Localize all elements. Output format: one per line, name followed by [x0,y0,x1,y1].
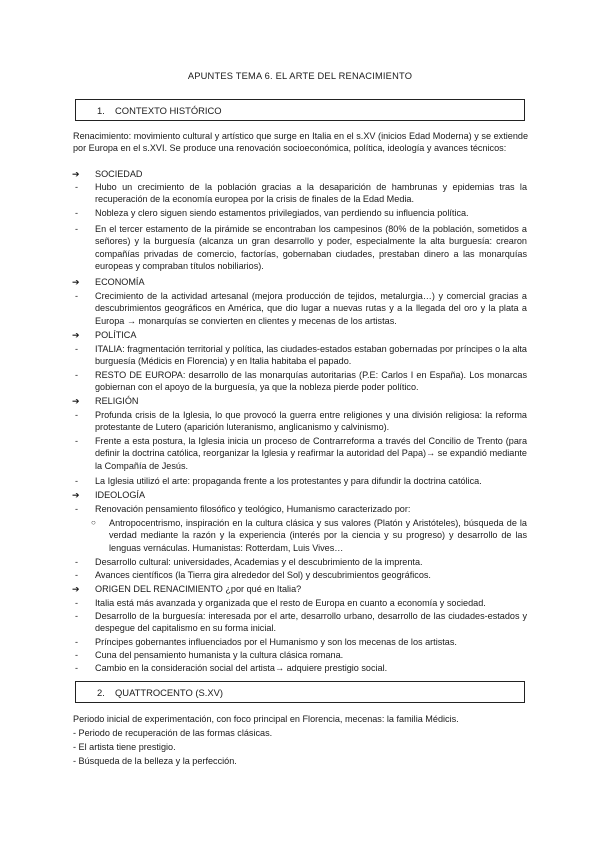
dash-bullet: - [75,436,79,446]
dash-bullet: - [75,370,79,380]
arrow-icon: ➔ [72,330,80,340]
section-1-title: CONTEXTO HISTÓRICO [115,105,222,116]
heading-religion: RELIGIÓN [95,396,139,406]
arrow-icon: ➔ [72,169,80,179]
dash-bullet: - [75,476,79,486]
politica-item-1: ITALIA: fragmentación territorial y política, las ciudades-estados estaban gobernadas por príncipes o la alta burguesía (Médicis en Florencia) y en Italia habitaba el papado. [95,344,527,367]
heading-origen: ORIGEN DEL RENACIMIENTO ¿por qué en Italia? [95,584,302,594]
dash-bullet: - [75,410,79,420]
intro-paragraph: Renacimiento: movimiento cultural y artístico que surge en Italia en el s.XV (inicios Edad Moderna) y se extiende por Europa en el s.XVI. Se produce una renovación socioeconómica, política, ideología y avances técnicos: [73,131,528,153]
arrow-icon: ➔ [72,277,80,287]
heading-politica: POLÍTICA [95,330,137,340]
quattrocento-line-3: - Búsqueda de la belleza y la perfección. [73,756,237,766]
dash-bullet: - [75,557,79,567]
ideologia-item-2: Desarrollo cultural: universidades, Academias y el descubrimiento de la imprenta. [95,557,423,567]
heading-economia: ECONOMÍA [95,277,145,287]
section-2-title: QUATTROCENTO (S.XV) [115,687,223,698]
arrow-icon: ➔ [72,490,80,500]
dash-bullet: - [75,598,79,608]
heading-sociedad: SOCIEDAD [95,169,143,179]
dash-bullet: - [75,663,79,673]
quattrocento-intro: Periodo inicial de experimentación, con foco principal en Florencia, mecenas: la familia Médicis. [73,714,459,724]
sociedad-item-3: En el tercer estamento de la pirámide se encontraban los campesinos (80% de la población, sometidos a señores) y la burguesía (alcanza un gran desarrollo y poder, especialmente la alta burguesía: crearon compañías privadas de comercio, factorías, gobernaban ciudades, prestaban dinero a las monarquías europeas y compraban títulos nobiliarios). [95,224,527,271]
religion-item-1: Profunda crisis de la Iglesia, lo que provocó la guerra entre religiones y una división religiosa: la reforma protestante de Lutero (aparición luteranismo, anglicanismo y calvinismo). [95,410,527,433]
economia-item-1: Crecimiento de la actividad artesanal (mejora producción de tejidos, metalurgia…) y comercial gracias a descubrimientos geográficos en América, que dio lugar a nuevas rutas y a la llegada del oro y la plata a Europa → monarquías se convierten en clientes y mecenas de los artistas. [95,291,527,326]
ideologia-item-3: Avances científicos (la Tierra gira alrededor del Sol) y descubrimientos geográficos. [95,570,431,580]
section-1-heading-box [75,99,525,121]
sociedad-item-2: Nobleza y clero siguen siendo estamentos privilegiados, van perdiendo su influencia política. [95,208,469,218]
dash-bullet: - [75,611,79,621]
section-1-number: 1. [97,105,105,116]
circle-bullet-icon: ○ [91,518,96,527]
quattrocento-line-2: - El artista tiene prestigio. [73,742,176,752]
dash-bullet: - [75,504,79,514]
dash-bullet: - [75,637,79,647]
politica-item-2: RESTO DE EUROPA: desarrollo de las monarquías autoritarias (P.E: Carlos I en España). Los monarcas gobiernan con el apoyo de la burguesía, ya que la nobleza pierde poder político. [95,370,527,393]
origen-item-3: Príncipes gobernantes influenciados por el Humanismo y son los mecenas de los artistas. [95,637,457,647]
section-2-number: 2. [97,687,105,698]
ideologia-subitem-1: Antropocentrismo, inspiración en la cultura clásica y sus valores (Platón y Aristóteles), búsqueda de la verdad mediante la razón y la experiencia (interés por la ciencia y su progreso) y desarrollo de las lenguas vernáculas. Humanistas: Rotterdam, Luis Vives… [109,518,527,553]
origen-item-5: Cambio en la consideración social del artista→ adquiere prestigio social. [95,663,388,673]
dash-bullet: - [75,291,79,301]
origen-item-1: Italia está más avanzada y organizada que el resto de Europa en cuanto a economía y sociedad. [95,598,486,608]
origen-item-2: Desarrollo de la burguesía: interesada por el arte, desarrollo urbano, desarrollo de las ciudades-estados y despegue del capitalismo en su forma inicial. [95,611,527,634]
ideologia-item-1: Renovación pensamiento filosófico y teológico, Humanismo caracterizado por: [95,504,411,514]
dash-bullet: - [75,224,79,234]
dash-bullet: - [75,650,79,660]
dash-bullet: - [75,208,79,218]
religion-item-2: Frente a esta postura, la Iglesia inicia un proceso de Contrarreforma a través del Concilio de Trento (para definir la doctrina católica, reorganizar la Iglesia y reafirmar la autoridad del Papa)→ se expandió mediante la Compañía de Jesús. [95,436,527,471]
origen-item-4: Cuna del pensamiento humanista y la cultura clásica romana. [95,650,344,660]
religion-item-3: La Iglesia utilizó el arte: propaganda frente a los protestantes y para difundir la doctrina católica. [95,476,482,486]
arrow-icon: ➔ [72,584,80,594]
sociedad-item-1: Hubo un crecimiento de la población gracias a la desaparición de hambrunas y epidemias tras la recuperación de la economía europea por la crisis de finales de la Edad Media. [95,182,527,205]
document-title: APUNTES TEMA 6. EL ARTE DEL RENACIMIENTO [187,71,413,81]
heading-ideologia: IDEOLOGÍA [95,490,146,500]
dash-bullet: - [75,182,79,192]
dash-bullet: - [75,570,79,580]
arrow-icon: ➔ [72,396,80,406]
section-2-heading-box [75,681,525,703]
dash-bullet: - [75,344,79,354]
quattrocento-line-1: - Periodo de recuperación de las formas clásicas. [73,728,273,738]
